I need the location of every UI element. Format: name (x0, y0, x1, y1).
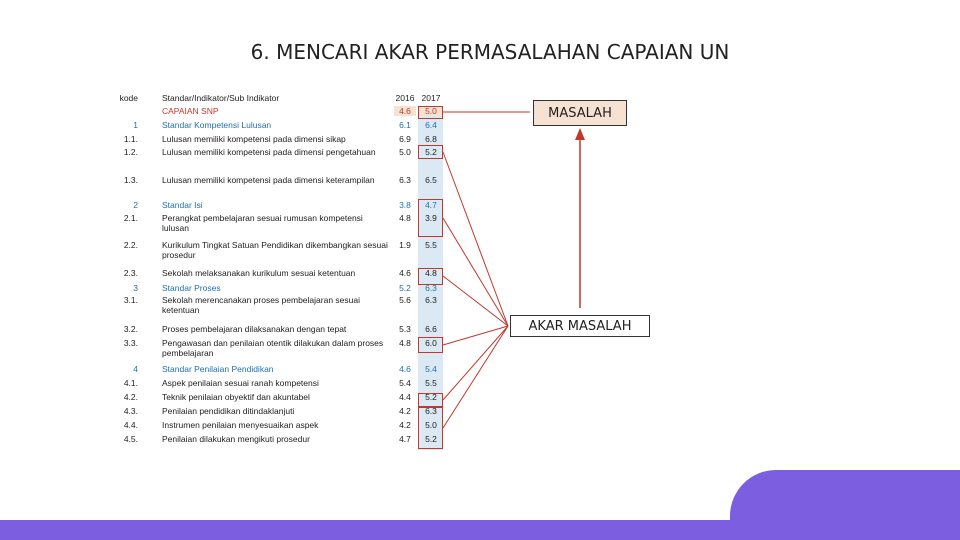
header-2017: 2017 (421, 93, 441, 103)
row-2016: 5.0 (399, 147, 411, 157)
row-desc: Penilaian pendidikan ditindaklanjuti (162, 406, 295, 416)
row-2017: 6.3 (425, 295, 437, 305)
row-2017: 6.6 (425, 324, 437, 334)
row-2016: 5.3 (399, 324, 411, 334)
row-2016: 4.6 (399, 364, 411, 374)
row-desc: CAPAIAN SNP (162, 106, 219, 116)
row-2016: 1.9 (399, 240, 411, 250)
row-2016: 5.6 (399, 295, 411, 305)
row-2017: 5.0 (425, 106, 437, 116)
row-2017: 5.4 (425, 364, 437, 374)
header-2016: 2016 (395, 93, 415, 103)
row-kode: 4.3. (123, 406, 138, 416)
row-2016: 5.2 (399, 283, 411, 293)
row-kode: 4 (133, 364, 138, 374)
footer-band (0, 520, 960, 540)
row-kode: 2.3. (123, 268, 138, 278)
row-2016: 6.1 (399, 120, 411, 130)
row-desc: Pengawasan dan penilaian otentik dilakukan dalam proses pembelajaran (162, 338, 384, 358)
row-desc: Standar Penilaian Pendidikan (162, 364, 274, 374)
row-kode: 1.3. (123, 175, 138, 185)
row-2016: 4.2 (399, 420, 411, 430)
row-2017: 5.2 (425, 147, 437, 157)
row-desc: Sekolah melaksanakan kurikulum sesuai ketentuan (162, 268, 356, 278)
row-2017: 5.5 (425, 240, 437, 250)
row-kode: 2.2. (123, 240, 138, 250)
row-2016: 4.6 (399, 106, 411, 116)
row-2017: 5.2 (425, 434, 437, 444)
masalah-label: MASALAH (533, 100, 627, 126)
row-2017: 6.0 (425, 338, 437, 348)
row-desc: Standar Kompetensi Lulusan (162, 120, 272, 130)
row-2017: 6.3 (425, 283, 437, 293)
row-desc: Penilaian dilakukan mengikuti prosedur (162, 434, 310, 444)
row-desc: Proses pembelajaran dilaksanakan dengan tepat (162, 324, 347, 334)
row-desc: Instrumen penilaian menyesuaikan aspek (162, 420, 319, 430)
row-kode: 4.5. (123, 434, 138, 444)
row-2016: 4.2 (399, 406, 411, 416)
row-2016: 3.8 (399, 200, 411, 210)
page-title: 6. MENCARI AKAR PERMASALAHAN CAPAIAN UN (250, 40, 730, 64)
row-kode: 1 (133, 120, 138, 130)
row-2017: 4.8 (425, 268, 437, 278)
row-kode: 2.1. (123, 213, 138, 223)
row-2017: 5.2 (425, 392, 437, 402)
row-kode: 4.4. (123, 420, 138, 430)
row-2017: 6.5 (425, 175, 437, 185)
row-desc: Lulusan memiliki kompetensi pada dimensi sikap (162, 134, 346, 144)
row-2017: 6.3 (425, 406, 437, 416)
row-kode: 4.1. (123, 378, 138, 388)
row-2017: 6.4 (425, 120, 437, 130)
row-desc: Sekolah merencanakan proses pembelajaran sesuai ketentuan (162, 295, 360, 315)
row-kode: 3 (133, 283, 138, 293)
row-kode: 3.1. (123, 295, 138, 305)
row-desc: Perangkat pembelajaran sesuai rumusan kompetensi lulusan (162, 213, 363, 233)
row-2016: 5.4 (399, 378, 411, 388)
row-2017: 3.9 (425, 213, 437, 223)
row-kode: 1.1. (123, 134, 138, 144)
row-2016: 4.8 (399, 338, 411, 348)
row-desc: Aspek penilaian sesuai ranah kompetensi (162, 378, 319, 388)
header-kode: kode (119, 93, 138, 103)
row-2016: 6.3 (399, 175, 411, 185)
header-desc: Standar/Indikator/Sub Indikator (162, 93, 280, 103)
row-desc: Lulusan memiliki kompetensi pada dimensi pengetahuan (162, 147, 376, 157)
line-1-2 (443, 152, 508, 326)
row-2016: 4.8 (399, 213, 411, 223)
row-2016: 4.6 (399, 268, 411, 278)
row-kode: 3.2. (123, 324, 138, 334)
row-2017: 5.0 (425, 420, 437, 430)
line-4-2 (443, 326, 508, 400)
row-2017: 4.7 (425, 200, 437, 210)
row-2016: 4.4 (399, 392, 411, 402)
row-desc: Kurikulum Tingkat Satuan Pendidikan dikembangkan sesuai prosedur (162, 240, 388, 260)
row-desc: Standar Isi (162, 200, 203, 210)
row-2016: 4.7 (399, 434, 411, 444)
row-2017: 5.5 (425, 378, 437, 388)
line-4-3-4-5 (443, 326, 508, 428)
row-kode: 1.2. (123, 147, 138, 157)
row-kode: 3.3. (123, 338, 138, 348)
row-2016: 6.9 (399, 134, 411, 144)
row-2017: 6.8 (425, 134, 437, 144)
row-kode: 4.2. (123, 392, 138, 402)
row-desc: Standar Proses (162, 283, 221, 293)
row-desc: Teknik penilaian obyektif dan akuntabel (162, 392, 310, 402)
arrow-head (575, 128, 585, 140)
row-desc: Lulusan memiliki kompetensi pada dimensi keterampilan (162, 175, 375, 185)
row-kode: 2 (133, 200, 138, 210)
line-2-1 (443, 218, 508, 326)
akar-masalah-label: AKAR MASALAH (510, 315, 650, 337)
